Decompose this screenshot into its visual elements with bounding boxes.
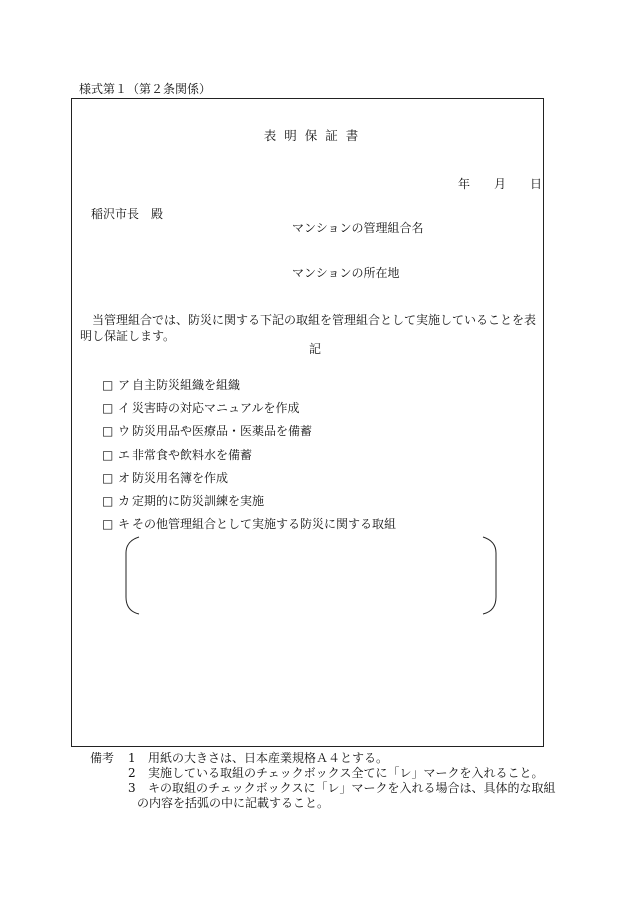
notes-label: 備考	[90, 751, 115, 765]
checkbox-icon[interactable]: □	[102, 401, 114, 416]
checkbox-icon[interactable]: □	[102, 378, 114, 392]
checklist-item[interactable]	[102, 424, 396, 447]
right-bracket-icon	[483, 537, 496, 614]
item-letter: エ	[118, 447, 131, 462]
checklist-item[interactable]	[102, 401, 396, 424]
note-number: 2	[128, 766, 136, 780]
item-text: 自主防災組織を組織	[132, 378, 241, 392]
association-name-label: マンションの管理組合名	[292, 221, 424, 235]
addressee: 稲沢市長 殿	[91, 207, 164, 221]
item-text: 防災用品や医療品・医薬品を備蓄	[132, 424, 313, 439]
form-label: 様式第１（第２条関係）	[79, 82, 212, 96]
note-number: 3	[128, 781, 136, 795]
note-text-continuation: の内容を括弧の中に記載すること。	[137, 796, 330, 810]
item-letter: ウ	[118, 424, 131, 439]
item-letter: イ	[118, 401, 131, 416]
note-text: 用紙の大きさは、日本産業規格Ａ４とする。	[148, 751, 389, 765]
checklist-item[interactable]	[102, 471, 396, 494]
item-text: 定期的に防災訓練を実施	[132, 493, 265, 508]
note-text: 実施している取組のチェックボックス全てに「レ」マークを入れること。	[148, 766, 544, 780]
date-year-label: 年	[458, 177, 471, 191]
checklist-item[interactable]	[102, 378, 396, 401]
checklist-item[interactable]	[102, 448, 396, 471]
item-letter: オ	[118, 470, 131, 485]
checkbox-icon[interactable]: □	[102, 447, 114, 462]
checkbox-icon[interactable]: □	[102, 517, 114, 532]
date-month-label: 月	[494, 177, 507, 191]
checkbox-icon[interactable]: □	[102, 470, 114, 485]
note-text: キの取組のチェックボックスに「レ」マークを入れる場合は、具体的な取組	[148, 781, 556, 795]
item-text: 防災用名簿を作成	[132, 470, 229, 485]
checkbox-icon[interactable]: □	[102, 493, 114, 508]
date-day-label: 日	[530, 177, 543, 191]
item-text: 災害時の対応マニュアルを作成	[132, 401, 300, 416]
checklist	[102, 378, 396, 540]
item-letter: キ	[118, 517, 131, 532]
item-text: その他管理組合として実施する防災に関する取組	[132, 517, 397, 532]
document-title: 表明保証書	[263, 128, 367, 143]
ki-heading: 記	[308, 342, 321, 356]
checklist-item[interactable]	[102, 494, 396, 517]
note-number: 1	[128, 751, 136, 765]
association-address-label: マンションの所在地	[292, 266, 400, 280]
item-letter: カ	[118, 493, 131, 508]
statement-text: 当管理組合では、防災に関する下記の取組を管理組合として実施していることを表明し保証します。	[80, 313, 537, 343]
item-letter: ア	[118, 378, 131, 392]
checkbox-icon[interactable]: □	[102, 424, 114, 439]
item-text: 非常食や飲料水を備蓄	[132, 447, 253, 462]
left-bracket-icon	[126, 537, 139, 614]
details-bracket[interactable]	[122, 535, 502, 617]
